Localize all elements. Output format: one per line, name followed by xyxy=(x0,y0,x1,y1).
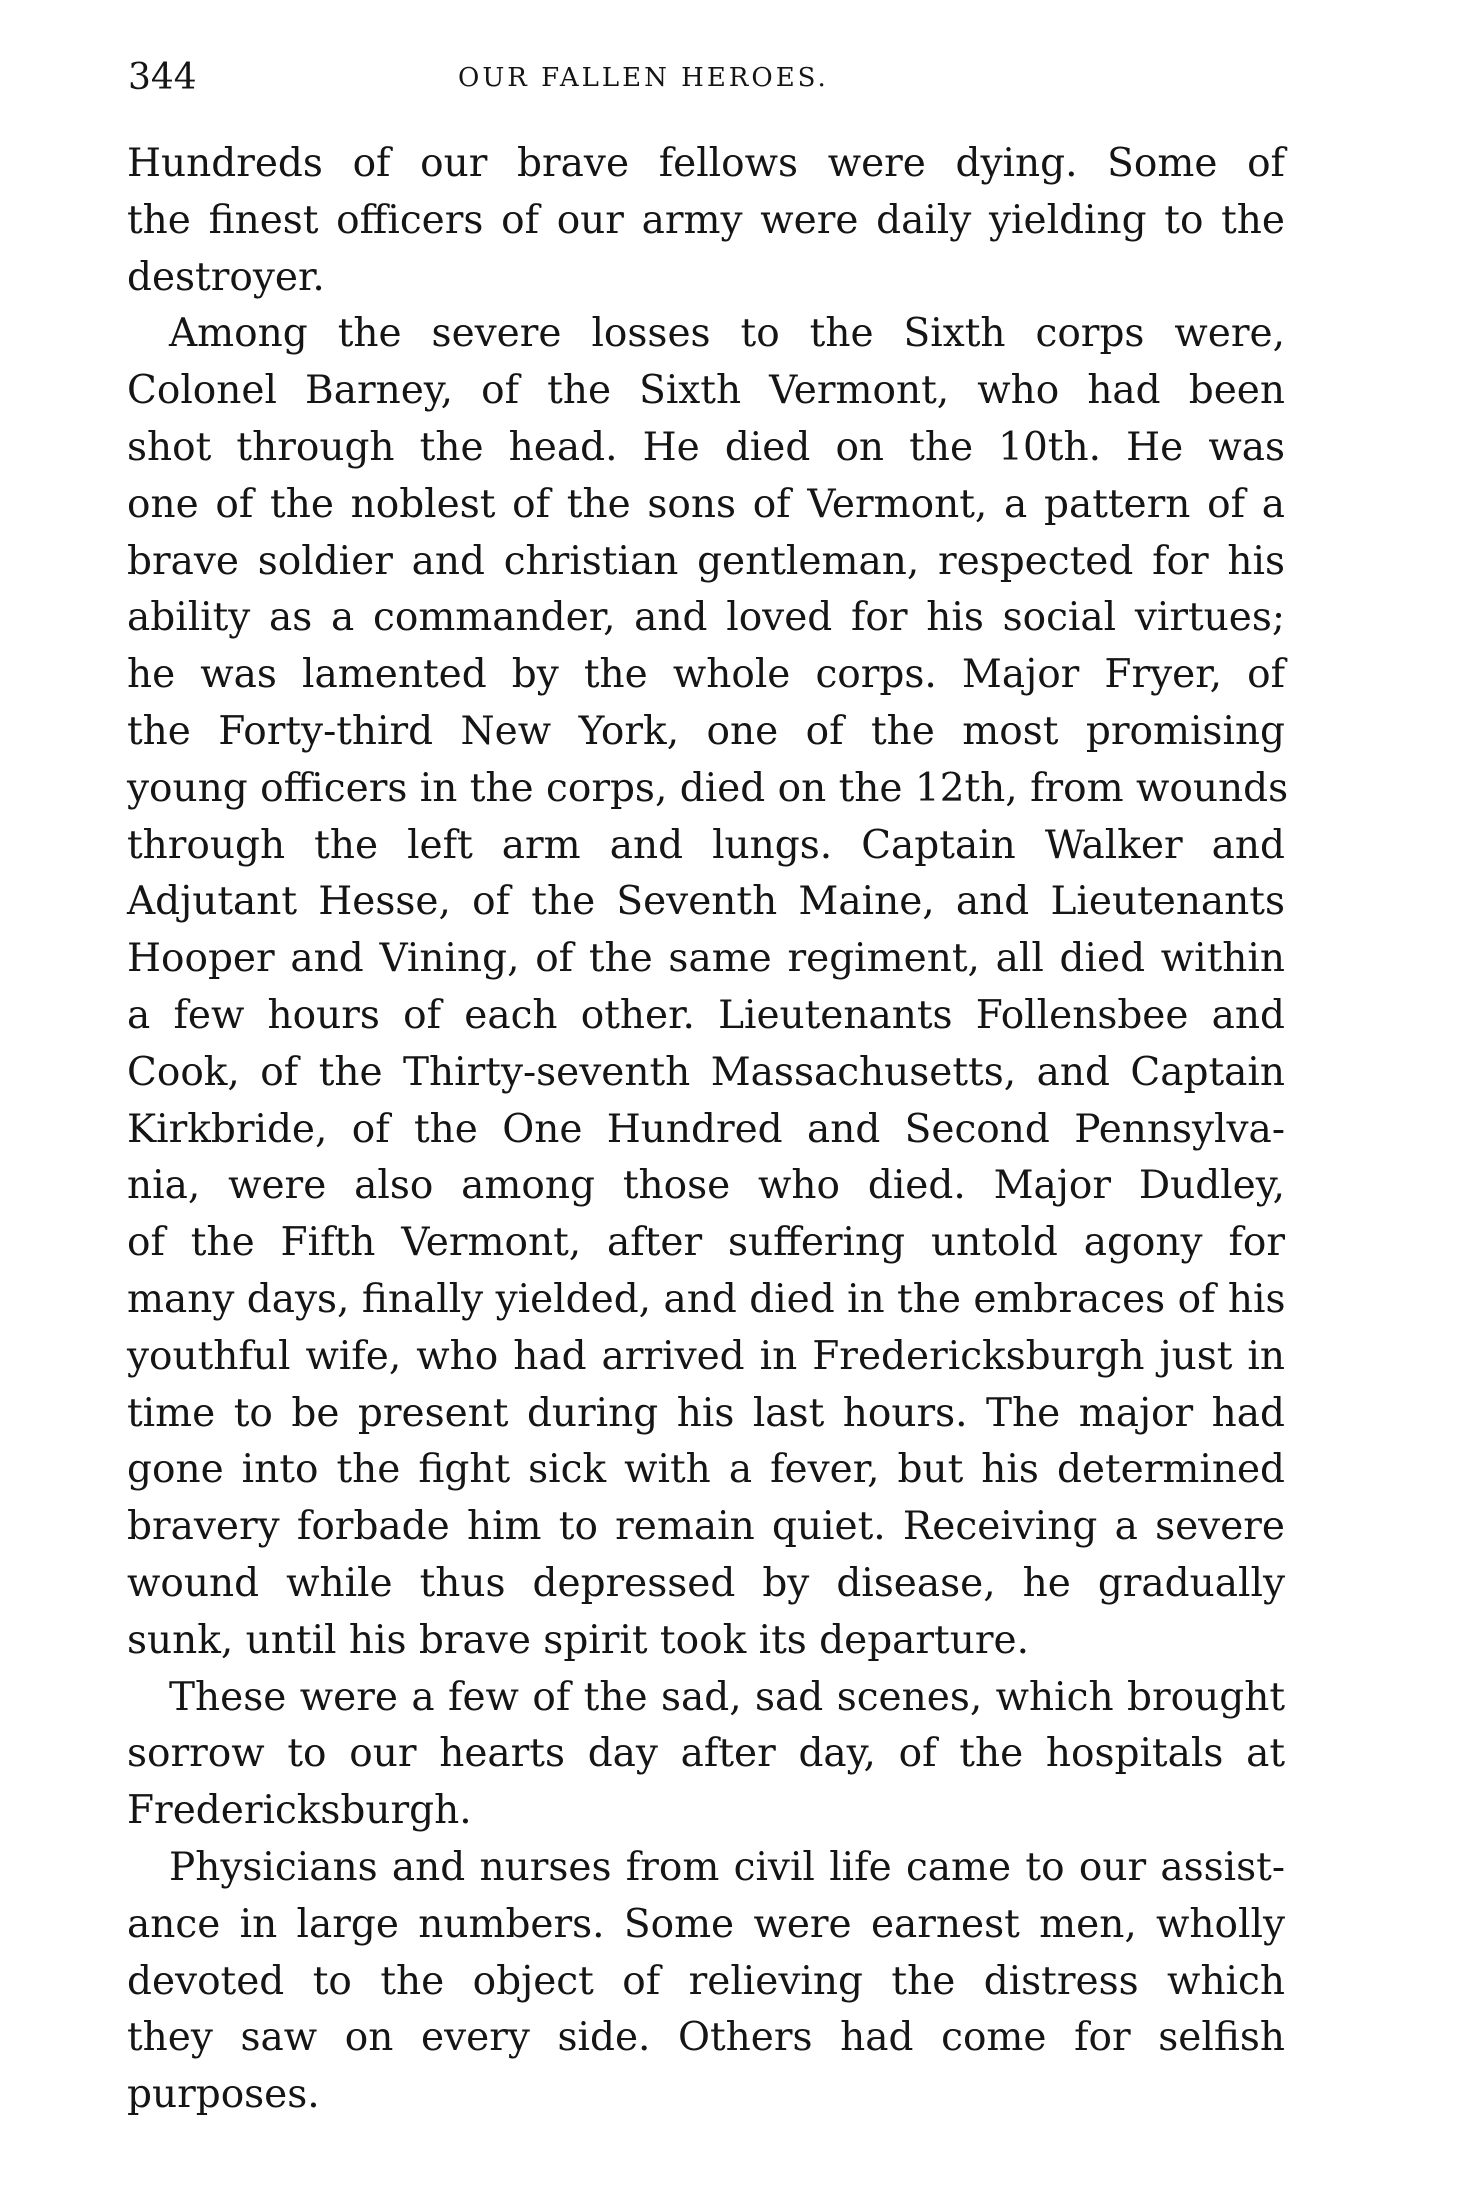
text-line: ance in large numbers. Some were earnest men, wholly xyxy=(127,1901,1285,1947)
paragraph xyxy=(127,306,1289,1669)
text-line: devoted to the object of relieving the distress which xyxy=(127,1958,1285,2004)
text-line: Hundreds of our brave fellows were dying. Some of xyxy=(127,141,1285,186)
text-line: Cook, of the Thirty-seventh Massachusetts, and Captain xyxy=(127,1049,1285,1095)
text-line: he was lamented by the whole corps. Major Fryer, of xyxy=(127,652,1285,698)
text-line: Kirkbride, of the One Hundred and Second Pennsylva- xyxy=(127,1106,1285,1152)
text-line: sunk, until his brave spirit took its departure. xyxy=(127,1617,1029,1663)
paragraph xyxy=(127,1670,1285,1840)
text-line: nia, were also among those who died. Major Dudley, xyxy=(127,1163,1285,1209)
text-line: they saw on every side. Others had come for selfish xyxy=(127,2015,1285,2061)
text-line: wound while thus depressed by disease, he gradually xyxy=(127,1560,1285,1606)
text-line: many days, finally yielded, and died in the embraces of his xyxy=(127,1276,1286,1322)
text-line: through the left arm and lungs. Captain Walker and xyxy=(127,822,1285,868)
text-line: of the Fifth Vermont, after suffering untold agony for xyxy=(127,1220,1285,1266)
text-line: a few hours of each other. Lieutenants Follensbee and xyxy=(127,992,1285,1038)
text-line: bravery forbade him to remain quiet. Receiving a severe xyxy=(127,1504,1285,1550)
text-line: Hooper and Vining, of the same regiment, all died within xyxy=(127,936,1285,982)
page-number: 344 xyxy=(128,57,197,98)
text-line: sorrow to our hearts day after day, of the hospitals at xyxy=(127,1731,1285,1777)
text-line: the Forty-third New York, one of the most promising xyxy=(127,708,1285,754)
text-line: destroyer. xyxy=(127,254,325,300)
text-line: shot through the head. He died on the 10th. He was xyxy=(127,424,1285,470)
text-line: youthful wife, who had arrived in Fredericksburgh just in xyxy=(127,1333,1285,1379)
text-line: the finest officers of our army were daily yielding to the xyxy=(127,197,1285,243)
text-line: ability as a commander, and loved for his social virtues; xyxy=(127,595,1285,641)
paragraph xyxy=(127,136,1285,306)
text-line: brave soldier and christian gentleman, respected for his xyxy=(127,538,1285,584)
text-line: young officers in the corps, died on the 12th, from wounds xyxy=(127,765,1289,811)
body-text xyxy=(127,136,1289,2124)
text-line: These were a few of the sad, sad scenes, which brought xyxy=(169,1674,1285,1720)
text-line: gone into the fight sick with a fever, but his determined xyxy=(127,1447,1285,1493)
text-line: Fredericksburgh. xyxy=(127,1788,472,1834)
paragraph xyxy=(127,1840,1285,2124)
running-head xyxy=(128,48,1298,108)
text-line: Physicians and nurses from civil life came to our assist- xyxy=(169,1844,1285,1890)
text-line: one of the noblest of the sons of Vermont, a pattern of a xyxy=(127,481,1285,527)
running-title: OUR FALLEN HEROES. xyxy=(458,63,829,93)
text-line: Adjutant Hesse, of the Seventh Maine, and Lieutenants xyxy=(127,879,1285,925)
text-line: Among the severe losses to the Sixth corps were, xyxy=(169,311,1285,357)
text-line: purposes. xyxy=(127,2072,320,2118)
text-line: time to be present during his last hours. The major had xyxy=(127,1390,1285,1436)
text-line: Colonel Barney, of the Sixth Vermont, who had been xyxy=(127,368,1285,414)
